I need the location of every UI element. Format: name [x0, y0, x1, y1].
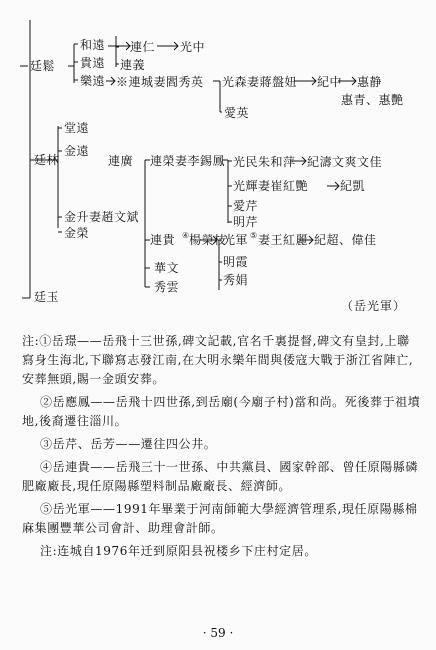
tree-node: 連仁 — [130, 40, 156, 54]
tree-node: 光輝妻崔紅艷 — [233, 179, 309, 193]
tree-node: 連貴 — [150, 233, 176, 247]
family-tree — [0, 0, 436, 313]
tree-node: 廷鬆 — [30, 59, 56, 73]
tree-node: 金遠 — [64, 144, 90, 158]
tree-node: 廷林 — [34, 153, 60, 167]
tree-node: ※連城妻閻秀英 — [116, 75, 204, 89]
tree-node: 妻王紅麗 — [258, 233, 309, 247]
tree-node: 廷玉 — [34, 290, 60, 304]
note-1: 注:①岳璟——岳飛十三世孫,碑文記載,官名千裏提督,碑文有皇封,上聯寫身生海北,下聯寫志發江南,在大明永樂年間與倭寇大戰于浙江省陣亡,安葬無頭,賜一金頭安葬。 — [22, 334, 414, 386]
tree-node: 惠青、惠艷 — [341, 93, 404, 107]
tree-node: 明芹 — [233, 215, 259, 229]
tree-mark: ⑤ — [250, 231, 258, 240]
tree-node: 秀雲 — [154, 280, 180, 294]
tree-node: 紀凱 — [340, 179, 366, 193]
note-2: ②岳應鳳——岳飛十四世孫,到岳廟(今廟子村)當和尚。死後葬于祖墳地,後裔遷往淄川。 — [22, 395, 421, 428]
tree-node: 愛英 — [224, 106, 250, 120]
tree-node: 連廣 — [108, 154, 134, 168]
tree-node: 金榮 — [64, 226, 90, 240]
tree-node: 金升妻趙文斌 — [64, 210, 140, 224]
tree-node: 光中 — [180, 40, 206, 54]
tree-node: 光森妻蔣盤妞 — [222, 75, 298, 89]
note-6: 注:连城自1976年迁到原阳县祝楼乡下庄村定居。 — [40, 544, 317, 558]
note-4: ④岳連貴——岳飛三十一世孫、中共黨員、國家幹部、曾任原陽縣磷肥廠廠長,現任原陽縣塑料制品廠廠長、經濟師。 — [22, 460, 419, 493]
author-credit: （岳光軍） — [340, 299, 406, 313]
tree-node: 愛芹 — [233, 199, 259, 213]
tree-node: 明霞 — [223, 255, 249, 269]
notes-section — [22, 332, 422, 565]
note-5: ⑤岳光軍——1991年畢業于河南師範大學經濟管理系,現任原陽縣棉麻集團豐華公司會計、助理會計師。 — [22, 502, 418, 535]
tree-node: 樂遠 — [80, 74, 106, 88]
tree-node: 華文 — [154, 261, 180, 275]
tree-node: 光軍 — [223, 233, 249, 247]
tree-node: 光民朱和萍 — [233, 155, 296, 169]
tree-node: 惠静 — [357, 75, 383, 89]
tree-mark: ④ — [182, 231, 190, 240]
tree-node: 連義 — [120, 58, 146, 72]
page-number: · 59 · — [202, 626, 234, 640]
tree-node: 貴遠 — [80, 56, 106, 70]
tree-node: 和遠 — [80, 38, 106, 52]
tree-node: 紀中 — [317, 75, 343, 89]
note-3: ③岳芹、岳芳——遷往四公井。 — [40, 437, 217, 451]
tree-node: 楊榮枝 — [189, 233, 227, 247]
tree-node: 紀超、偉佳 — [314, 233, 377, 247]
tree-node: 連榮妻李錫鳳 — [150, 154, 226, 168]
tree-node: 秀娟 — [223, 273, 249, 287]
tree-node: 紀濤文爽文佳 — [307, 155, 383, 169]
tree-node: 堂遠 — [64, 121, 90, 135]
